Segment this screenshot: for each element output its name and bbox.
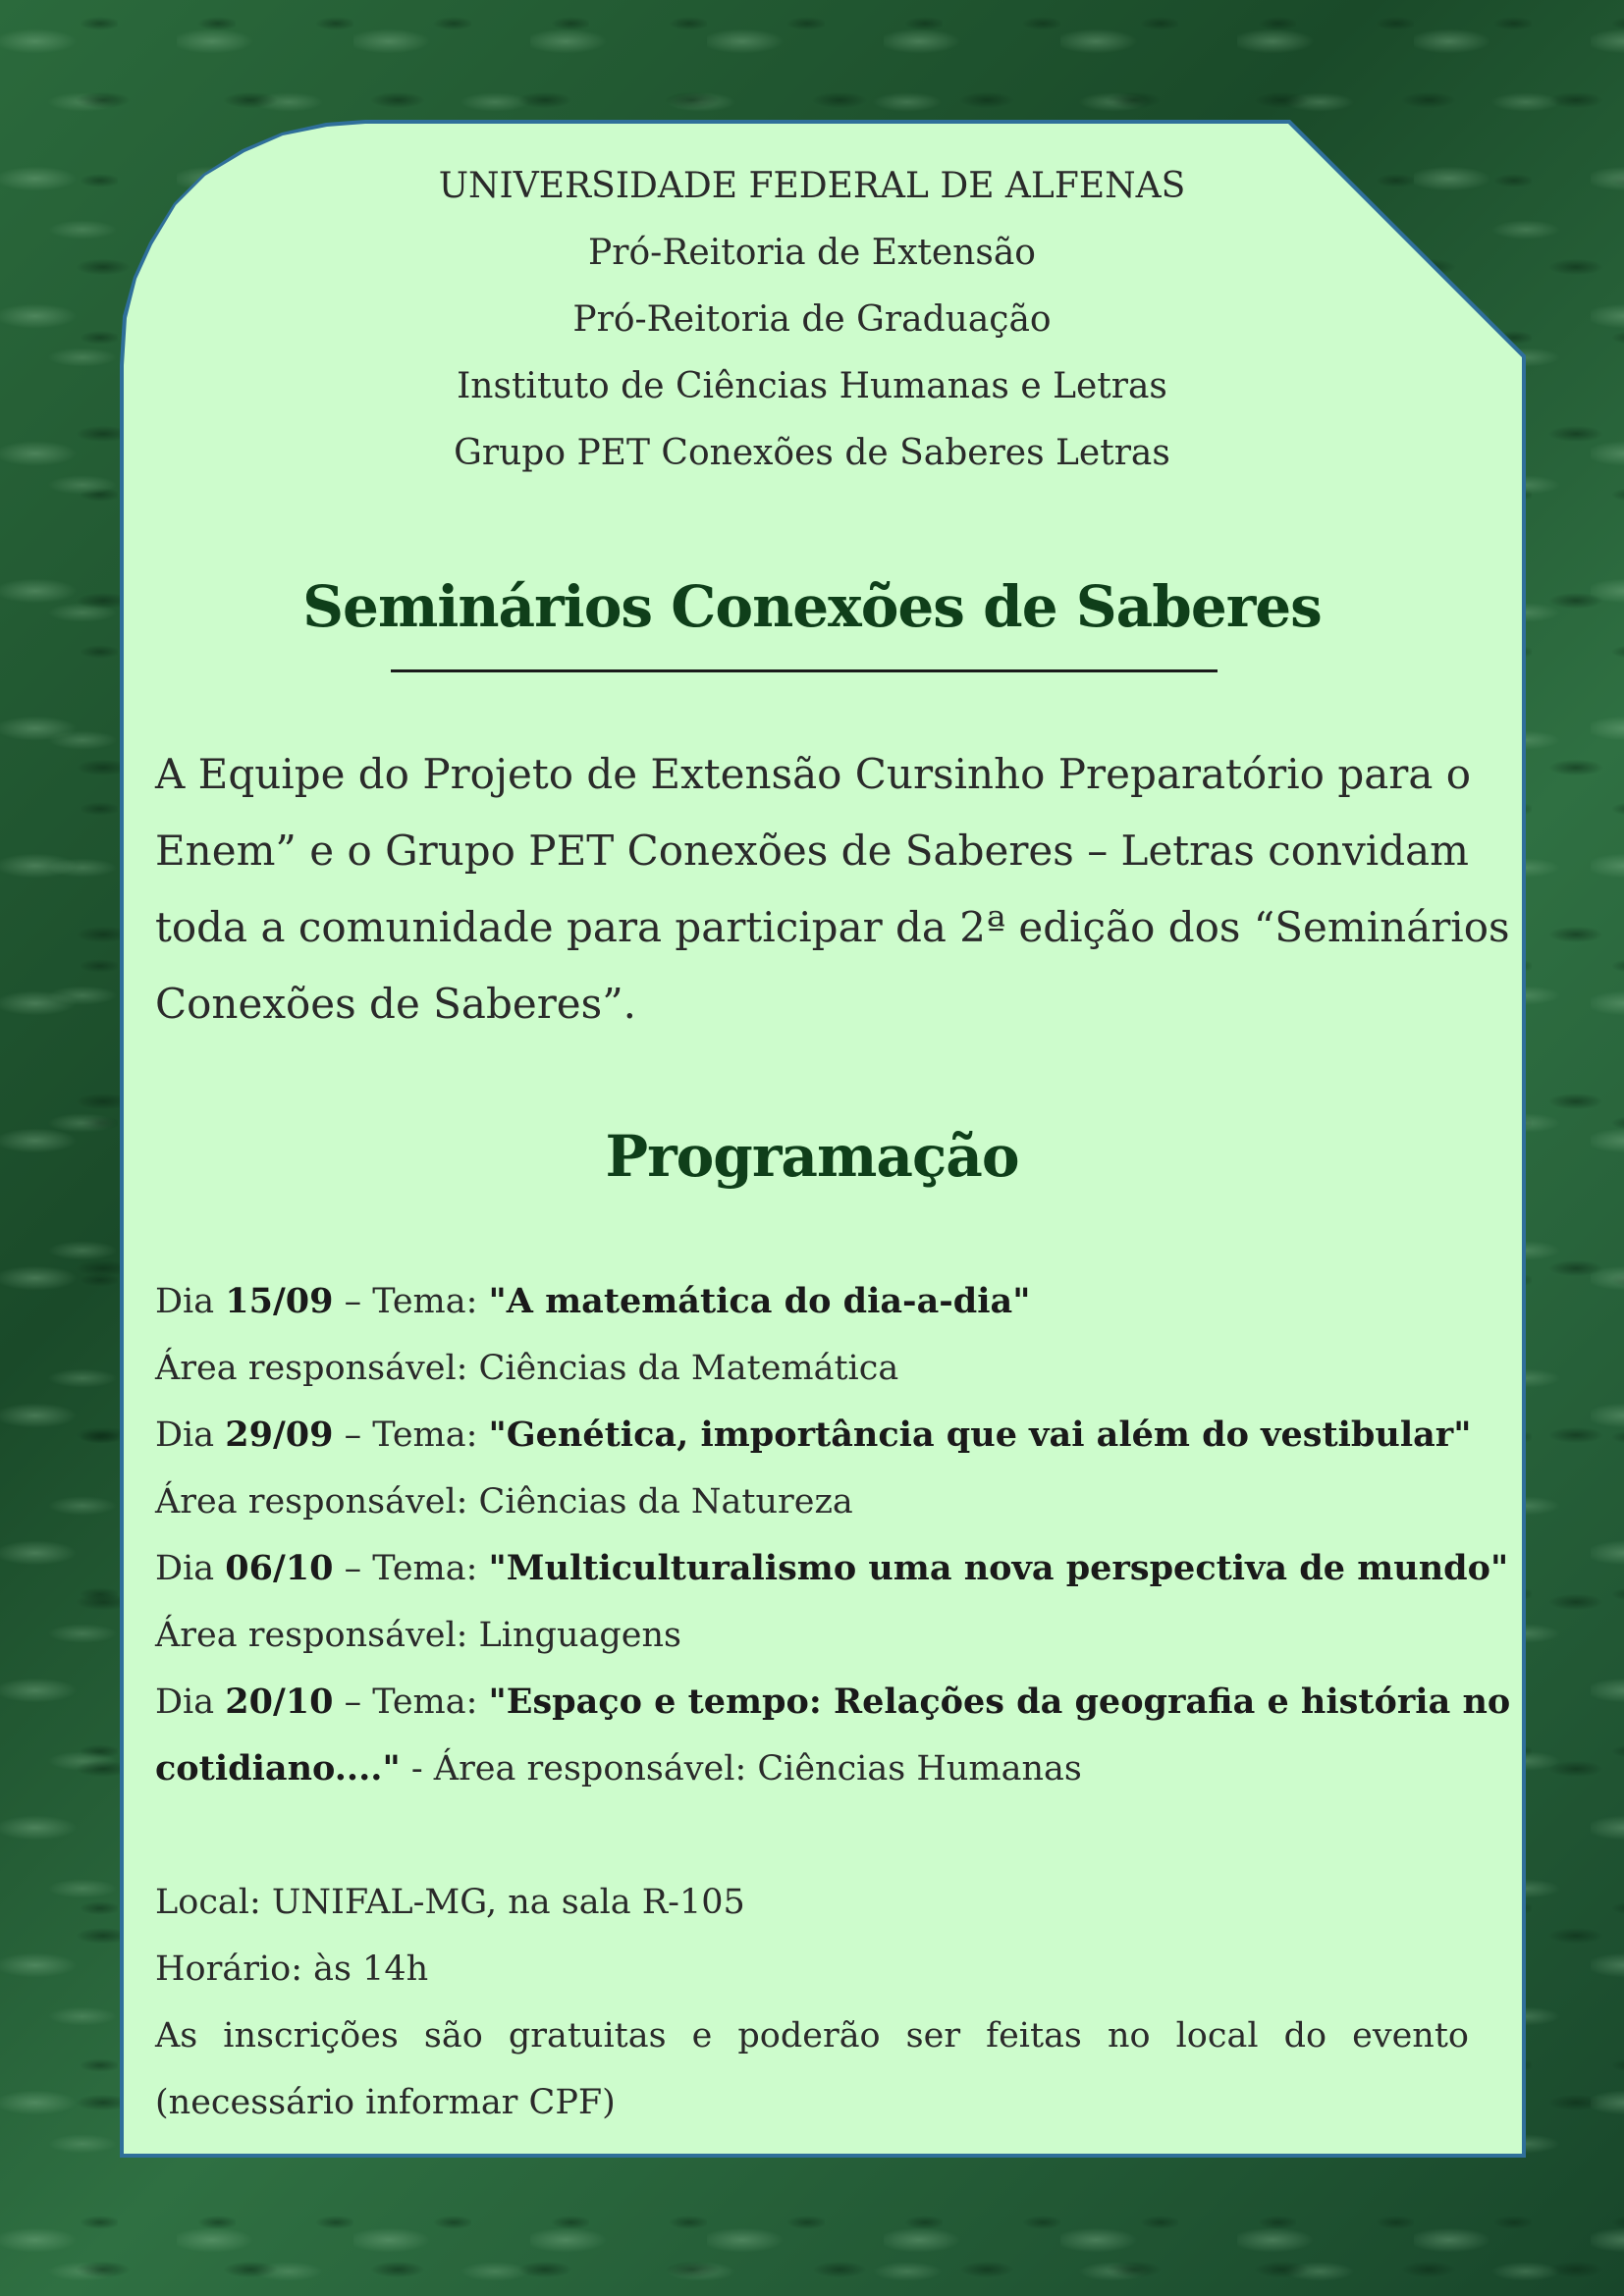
- title-underline: [391, 669, 1218, 672]
- schedule-area-2: Área responsável: Ciências da Natureza: [155, 1482, 853, 1522]
- tema-prefix: – Tema:: [333, 1282, 489, 1321]
- schedule-area-1: Área responsável: Ciências da Matemática: [155, 1349, 899, 1388]
- schedule-item-3: [155, 1535, 1509, 1602]
- schedule-area-3: Área responsável: Linguagens: [155, 1616, 681, 1655]
- page-title: Seminários Conexões de Saberes: [302, 573, 1322, 640]
- event-time: Horário: às 14h: [155, 1949, 429, 1989]
- event-date: 20/10: [225, 1682, 334, 1722]
- event-date: 06/10: [225, 1548, 334, 1588]
- schedule-item-2: [155, 1402, 1472, 1468]
- tema-prefix: – Tema:: [333, 1682, 489, 1722]
- day-prefix: Dia: [155, 1682, 226, 1722]
- schedule-item-1: [155, 1268, 1469, 1335]
- header-pet-group: Grupo PET Conexões de Saberes Letras: [454, 433, 1170, 473]
- header-extensao: Pró-Reitoria de Extensão: [588, 233, 1036, 273]
- schedule-item-4: [155, 1669, 1511, 1735]
- registration-info-line-1: As inscrições são gratuitas e poderão ser feitas no local do evento: [155, 2016, 1469, 2056]
- tema-prefix: – Tema:: [333, 1549, 489, 1588]
- schedule-area-4: - Área responsável: Ciências Humanas: [400, 1749, 1082, 1789]
- programacao-heading: Programação: [605, 1123, 1019, 1190]
- event-theme: "Espaço e tempo: Relações da geografia e história no: [488, 1682, 1511, 1722]
- intro-line-4: Conexões de Saberes”.: [155, 980, 637, 1028]
- tema-prefix: – Tema:: [333, 1415, 489, 1455]
- event-date: 29/09: [225, 1415, 334, 1455]
- intro-line-3: toda a comunidade para participar da 2ª edição dos “Seminários: [155, 903, 1510, 951]
- day-prefix: Dia: [155, 1282, 226, 1321]
- intro-line-1: A Equipe do Projeto de Extensão Cursinho Preparatório para o: [155, 750, 1472, 798]
- registration-info-line-2: (necessário informar CPF): [155, 2083, 616, 2122]
- header-instituto: Instituto de Ciências Humanas e Letras: [457, 366, 1167, 406]
- event-theme: "A matemática do dia-a-dia": [488, 1281, 1031, 1321]
- intro-line-2: Enem” e o Grupo PET Conexões de Saberes – Letras convidam: [155, 827, 1469, 875]
- event-theme-cont: cotidiano....": [155, 1748, 401, 1789]
- day-prefix: Dia: [155, 1549, 226, 1588]
- schedule-item-4-cont: [155, 1735, 1469, 1802]
- header-graduacao: Pró-Reitoria de Graduação: [572, 299, 1052, 340]
- day-prefix: Dia: [155, 1415, 226, 1455]
- event-location: Local: UNIFAL-MG, na sala R-105: [155, 1883, 745, 1922]
- event-theme: "Genética, importância que vai além do vestibular": [488, 1415, 1472, 1455]
- header-university: UNIVERSIDADE FEDERAL DE ALFENAS: [438, 166, 1186, 206]
- event-theme: "Multiculturalismo uma nova perspectiva de mundo": [488, 1548, 1509, 1588]
- event-date: 15/09: [225, 1281, 334, 1321]
